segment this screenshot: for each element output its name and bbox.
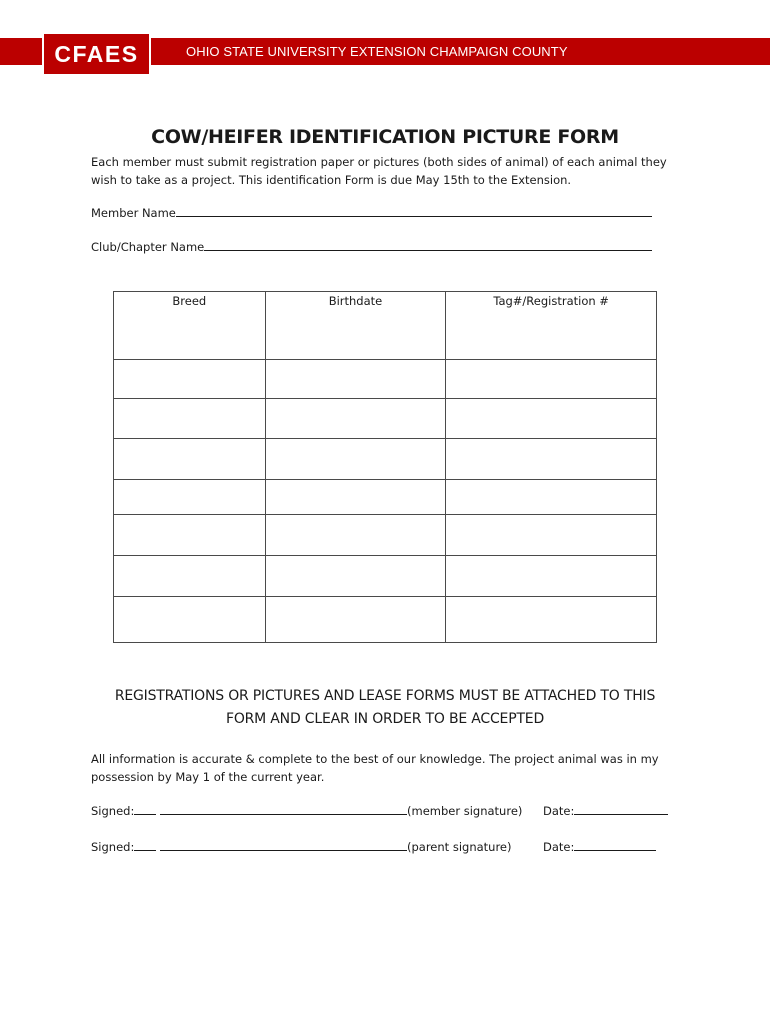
member-signature-line: [91, 803, 522, 818]
member-name-label: Member Name: [91, 206, 176, 220]
logo-text: CFAES: [54, 40, 139, 67]
intro-paragraph: Each member must submit registration paper or pictures (both sides of animal) of each animal they wish to take as a project. This identification Form is due May 15th to the Extension.: [91, 155, 667, 187]
birthdate-cell[interactable]: [265, 597, 446, 643]
signed-label: Signed:: [91, 804, 135, 818]
birthdate-cell[interactable]: [265, 515, 446, 556]
birthdate-cell[interactable]: [265, 399, 446, 439]
date-label: Date:: [543, 840, 575, 854]
form-title: COW/HEIFER IDENTIFICATION PICTURE FORM: [151, 126, 619, 148]
certification-statement: All information is accurate & complete to the best of our knowledge. The project animal was in my possession by May 1 of the current year.: [91, 752, 659, 784]
table-row: [114, 597, 657, 643]
parent-signature-line: [91, 839, 512, 854]
notice-line-1: REGISTRATIONS OR PICTURES AND LEASE FORMS MUST BE ATTACHED TO THIS: [114, 688, 656, 704]
tag-cell[interactable]: [446, 439, 657, 480]
club-name-label: Club/Chapter Name: [91, 240, 205, 254]
birthdate-cell[interactable]: [265, 439, 446, 480]
breed-cell[interactable]: [114, 399, 266, 439]
birthdate-cell[interactable]: [265, 556, 446, 597]
table-row: [114, 399, 657, 439]
breed-cell[interactable]: [114, 556, 266, 597]
breed-cell[interactable]: [114, 439, 266, 480]
member-signature-blank[interactable]: [160, 803, 407, 815]
club-name-blank[interactable]: [204, 239, 652, 251]
table-header-row: [114, 292, 657, 360]
org-name: OHIO STATE UNIVERSITY EXTENSION CHAMPAIGN COUNTY: [186, 44, 568, 59]
breed-cell[interactable]: [114, 480, 266, 515]
signed-label: Signed:: [91, 840, 135, 854]
animal-table: [113, 291, 657, 643]
member-date-field: [543, 803, 668, 818]
signed-initials-blank[interactable]: [134, 839, 156, 851]
cfaes-logo: [42, 32, 151, 76]
tag-cell[interactable]: [446, 399, 657, 439]
member-name-blank[interactable]: [176, 205, 652, 217]
birthdate-cell[interactable]: [265, 360, 446, 399]
column-header-breed: Breed: [114, 292, 266, 360]
parent-signature-blank[interactable]: [160, 839, 407, 851]
table-row: [114, 480, 657, 515]
table-row: [114, 515, 657, 556]
breed-cell[interactable]: [114, 597, 266, 643]
member-signature-caption: (member signature): [407, 804, 523, 818]
table-row: [114, 439, 657, 480]
member-date-blank[interactable]: [574, 803, 668, 815]
table-row: [114, 360, 657, 399]
tag-cell[interactable]: [446, 515, 657, 556]
table-row: [114, 556, 657, 597]
date-label: Date:: [543, 804, 575, 818]
column-header-tag: Tag#/Registration #: [446, 292, 657, 360]
signed-initials-blank[interactable]: [134, 803, 156, 815]
birthdate-cell[interactable]: [265, 480, 446, 515]
club-name-field: [91, 239, 652, 254]
breed-cell[interactable]: [114, 515, 266, 556]
notice-line-2: FORM AND CLEAR IN ORDER TO BE ACCEPTED: [225, 711, 545, 727]
tag-cell[interactable]: [446, 597, 657, 643]
parent-date-blank[interactable]: [574, 839, 656, 851]
tag-cell[interactable]: [446, 480, 657, 515]
tag-cell[interactable]: [446, 360, 657, 399]
column-header-birthdate: Birthdate: [265, 292, 446, 360]
attachment-notice: [0, 685, 770, 731]
member-name-field: [91, 205, 652, 220]
tag-cell[interactable]: [446, 556, 657, 597]
breed-cell[interactable]: [114, 360, 266, 399]
parent-date-field: [543, 839, 656, 854]
parent-signature-caption: (parent signature): [407, 840, 512, 854]
